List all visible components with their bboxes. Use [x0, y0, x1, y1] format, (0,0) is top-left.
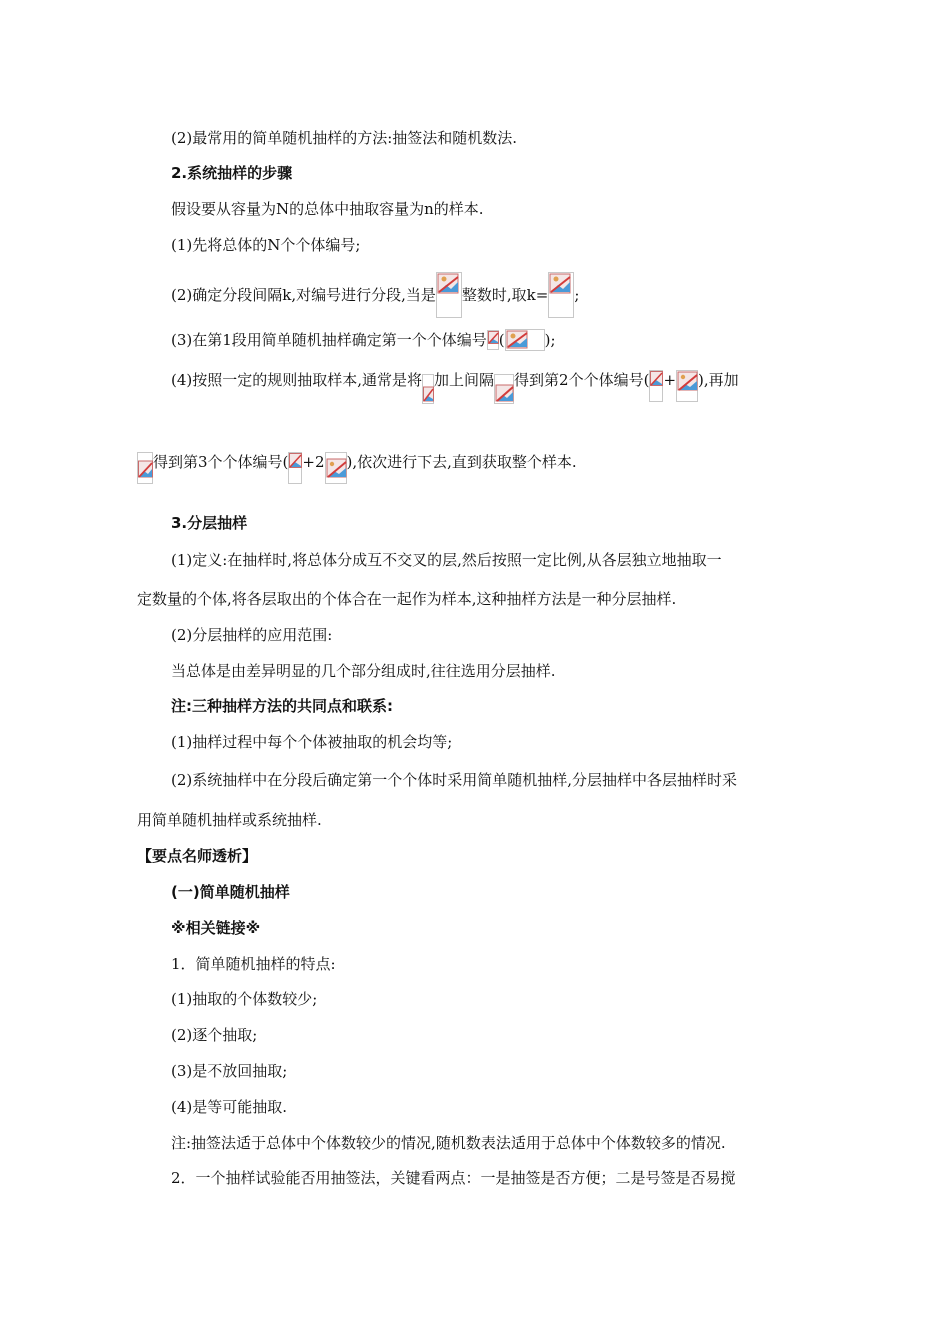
text-segment: (4)按照一定的规则抽取样本,通常是将 — [171, 371, 423, 389]
broken-image-icon — [422, 374, 434, 404]
text-segment: (3)在第1段用简单随机抽样确定第一个个体编号 — [171, 331, 487, 349]
text-line: (1)抽样过程中每个个体被抽取的机会均等; — [171, 733, 453, 751]
text-line: (2)分层抽样的应用范围: — [171, 626, 333, 644]
heading-stratified-sampling: 3.分层抽样 — [171, 514, 248, 532]
text-segment: ),再加 — [698, 371, 739, 389]
text-line: 1．简单随机抽样的特点: — [171, 955, 336, 973]
section-heading: 【要点名师透析】 — [137, 847, 258, 865]
text-segment: +2 — [302, 453, 325, 471]
text-line: (4)是等可能抽取. — [171, 1098, 288, 1116]
text-line: (1)定义:在抽样时,将总体分成互不交叉的层,然后按照一定比例,从各层独立地抽取一 — [171, 551, 722, 569]
text-line: 定数量的个体,将各层取出的个体合在一起作为样本,这种抽样方法是一种分层抽样. — [137, 590, 677, 608]
broken-image-icon — [436, 272, 462, 318]
text-segment: 整数时,取k= — [461, 286, 549, 304]
text-line — [171, 370, 739, 406]
text-line: 2．一个抽样试验能否用抽签法，关键看两点：一是抽签是否方便；二是号签是否易搅 — [171, 1169, 736, 1187]
text-segment: ; — [574, 286, 580, 304]
broken-image-icon — [137, 452, 153, 484]
text-line: 用简单随机抽样或系统抽样. — [137, 811, 322, 829]
text-line — [137, 452, 577, 486]
text-line: (2)最常用的简单随机抽样的方法:抽签法和随机数法. — [171, 129, 518, 147]
note-heading: 注:三种抽样方法的共同点和联系: — [171, 697, 393, 715]
related-links-heading: ※相关链接※ — [171, 919, 261, 937]
text-line: (2)逐个抽取; — [171, 1026, 258, 1044]
text-line: (3)是不放回抽取; — [171, 1062, 288, 1080]
broken-image-icon — [676, 370, 698, 402]
text-segment: (2)确定分段间隔k,对编号进行分段,当是 — [171, 286, 436, 304]
text-segment: ( — [498, 331, 505, 349]
broken-image-icon — [505, 329, 545, 351]
text-line: 假设要从容量为N的总体中抽取容量为n的样本. — [171, 200, 484, 218]
subsection-heading: (一)简单随机抽样 — [171, 883, 290, 901]
text-segment: + — [663, 371, 677, 389]
text-line: 当总体是由差异明显的几个部分组成时,往往选用分层抽样. — [171, 662, 556, 680]
broken-image-icon — [548, 272, 574, 318]
broken-image-icon — [649, 370, 663, 402]
text-segment: 加上间隔 — [434, 371, 495, 389]
text-line: (1)先将总体的N个个体编号; — [171, 236, 361, 254]
text-line: 注:抽签法适于总体中个体数较少的情况,随机数表法适用于总体中个体数较多的情况. — [171, 1134, 726, 1152]
heading-systematic-sampling: 2.系统抽样的步骤 — [171, 164, 293, 182]
text-segment: 得到第3个个体编号( — [153, 453, 289, 471]
text-line: (2)系统抽样中在分段后确定第一个个体时采用简单随机抽样,分层抽样中各层抽样时采 — [171, 771, 738, 789]
broken-image-icon — [494, 374, 514, 404]
text-line — [171, 329, 556, 351]
broken-image-icon — [325, 452, 347, 484]
text-segment: ),依次进行下去,直到获取整个样本. — [346, 453, 577, 471]
text-segment: 得到第2个个体编号( — [514, 371, 650, 389]
text-line: (1)抽取的个体数较少; — [171, 990, 318, 1008]
text-line — [171, 272, 579, 318]
text-segment: ); — [544, 331, 556, 349]
broken-image-icon — [487, 330, 499, 350]
broken-image-icon — [288, 452, 302, 484]
